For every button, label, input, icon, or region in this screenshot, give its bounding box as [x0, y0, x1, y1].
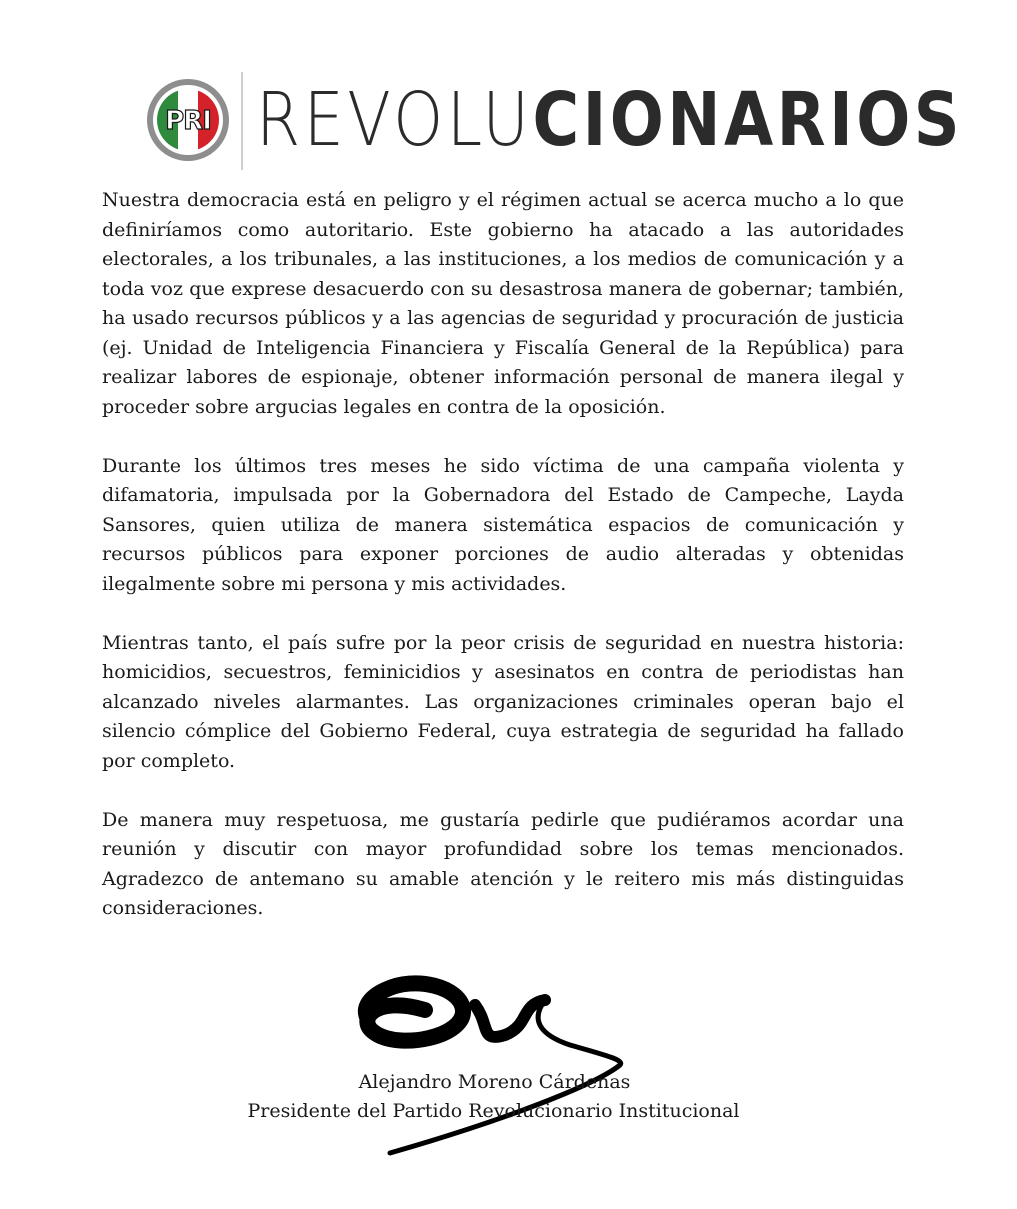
signature-block: [0, 1068, 1017, 1126]
brand-bold: CIONARIOS: [532, 77, 964, 163]
letterhead: [146, 70, 964, 170]
header-divider: [241, 72, 243, 170]
svg-text:PRI: PRI: [165, 106, 211, 136]
paragraph-1: Nuestra democracia está en peligro y el régimen actual se acerca mucho a lo que definiríamos como autoritario. Este gobierno ha atacado a las autoridades electorales, a los tribunales, a las instituciones, a los medios de comunicación y a toda voz que exprese desacuerdo con su desastrosa manera de gobernar; también, ha usado recursos públicos y a las agencias de seguridad y procuración de justicia (ej. Unidad de Inteligencia Financiera y Fiscalía General de la República) para realizar labores de espionaje, obtener información personal de manera ilegal y proceder sobre argucias legales en contra de la oposición.: [102, 189, 904, 418]
signer-name: Alejandro Moreno Cárdenas: [358, 1071, 631, 1093]
letter-body: [102, 186, 904, 953]
brand-light: REVOLU: [256, 77, 533, 163]
signer-title: Presidente del Partido Revolucionario Institucional: [247, 1100, 740, 1122]
pri-logo: [146, 78, 230, 162]
paragraph-3: Mientras tanto, el país sufre por la peor crisis de seguridad en nuestra historia: homicidios, secuestros, feminicidios y asesinatos en contra de periodistas han alcanzado niveles alarmantes. Las organizaciones criminales operan bajo el silencio cómplice del Gobierno Federal, cuya estrategia de seguridad ha fallado por completo.: [102, 631, 904, 772]
handwritten-signature: [355, 965, 635, 1165]
paragraph-4: De manera muy respetuosa, me gustaría pedirle que pudiéramos acordar una reunión y discutir con mayor profundidad sobre los temas mencionados. Agradezco de antemano su amable atención y le reitero mis más distinguidas consideraciones.: [102, 808, 904, 919]
brand-wordmark: [256, 78, 963, 162]
paragraph-2: Durante los últimos tres meses he sido víctima de una campaña violenta y difamatoria, impulsada por la Gobernadora del Estado de Campeche, Layda Sansores, quien utiliza de manera sistemática espacios de comunicación y recursos públicos para exponer porciones de audio alteradas y obtenidas ilegalmente sobre mi persona y mis actividades.: [102, 454, 904, 595]
